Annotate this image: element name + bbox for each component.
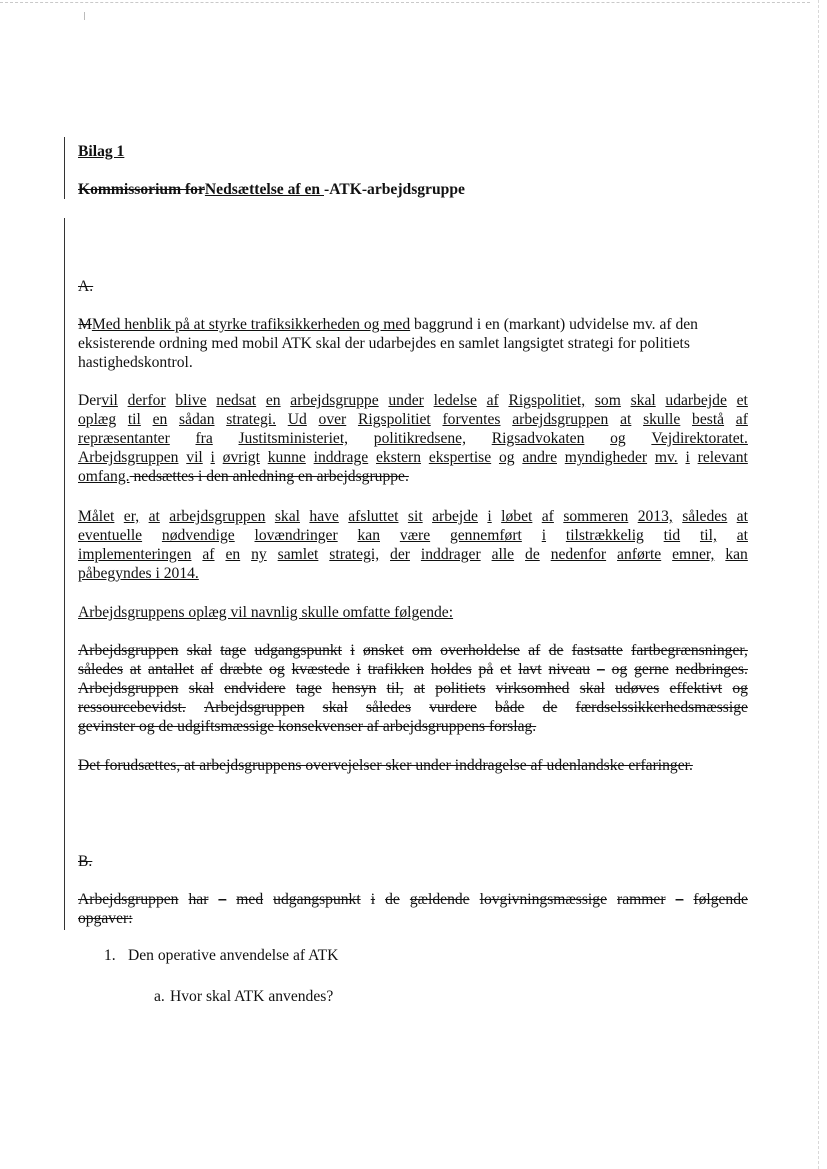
word: kunne [267,449,306,466]
word: dræbte [219,661,263,678]
word: de [525,546,540,563]
inserted-text: blive [175,392,207,409]
word: have [309,508,339,525]
word: niveau [548,661,591,678]
inserted-text: et [736,392,748,409]
word: og [732,680,748,697]
word: tage [220,642,247,659]
inserted-text: Rigspolitiet, [508,392,586,409]
title-inserted-text: Nedsættelse af en [204,181,324,198]
scan-edge-top [0,2,810,3]
paragraph-line [78,315,748,334]
section-a-heading: A. [78,278,94,295]
word: være [399,527,431,544]
list-item-marker: 1. [104,947,116,964]
word: Vejdirektoratet. [651,430,748,447]
word: repræsentanter [78,430,170,447]
paragraph-line: hastighedskontrol. [78,354,193,371]
word: Arbejdsgruppen [204,699,305,716]
word: i [356,661,361,678]
word: nødvendige [161,527,235,544]
word: og [269,661,285,678]
paragraph-line [78,679,748,698]
word: i [487,508,492,525]
word: af [735,411,748,428]
word: Rigspolitiet [357,411,431,428]
word: lavt [518,661,542,678]
word: til, [386,680,404,697]
word: af [202,546,215,563]
title-tail-text: -ATK-arbejdsgruppe [324,181,465,198]
inserted-text: en [265,392,281,409]
paragraph-deleted-experience: Det forudsættes, at arbejdsgruppens overvejelser sker under inddragelse af udenlandske erfaringer. [78,757,693,774]
word: Arbejdsgruppen [78,680,179,697]
word: er, [123,508,140,525]
word: de [385,891,400,908]
word: skal [186,642,212,659]
word: forventes [442,411,501,428]
inserted-text: ledelse [433,392,477,409]
word: og [611,661,628,678]
word: således [78,661,124,678]
word: at [736,508,748,525]
word: at [620,411,632,428]
paragraph-line [78,641,748,660]
word: i [541,527,547,544]
paragraph-line: gevinster og de udgiftsmæssige konsekvenser af arbejdsgruppens forslag. [78,718,537,735]
word: inddrage [313,449,369,466]
inserted-text: arbejdsgruppe [290,392,379,409]
paragraph-scope-intro: Arbejdsgruppens oplæg vil navnlig skulle omfatte følgende: [78,604,454,621]
word: udøves [615,680,660,697]
word: – [596,661,605,678]
word: at [129,661,142,678]
inserted-text: derfor [127,392,166,409]
word: strategi, [329,546,380,563]
paragraph-line [78,507,748,526]
paragraph-line: påbegyndes i 2014. [78,565,199,582]
word: kan [357,527,380,544]
word: andre [522,449,557,466]
word: skal [274,508,300,525]
word: ønsket [362,642,404,659]
appendix-label: Bilag 1 [78,143,125,160]
paragraph-line [78,429,748,448]
word: skal [188,680,214,697]
change-bar [64,218,65,930]
word: i [685,449,690,466]
word: afsluttet [348,508,399,525]
word: øvrigt [222,449,260,466]
document-title [78,180,748,199]
change-bar [64,137,65,199]
word: politiets [435,680,486,697]
word: kvæstede [291,661,350,678]
word: gerne [634,661,669,678]
word: relevant [697,449,748,466]
word: sit [407,508,423,525]
word: at [148,508,160,525]
word: alle [491,546,515,563]
paragraph-line [78,467,748,486]
paragraph-line [78,391,748,410]
word: en [225,546,241,563]
word: af [541,508,554,525]
word: over [318,411,347,428]
scan-edge-right [818,0,819,1169]
title-deleted-text: Kommissorium for [78,181,205,198]
word: har [188,891,209,908]
word: til, [699,527,717,544]
word: om [412,642,432,659]
word: inddrager [420,546,481,563]
word: af [200,661,213,678]
paragraph-line [78,698,748,717]
list-item-text: Den operative anvendelse af ATK [128,947,339,964]
word: de [548,642,564,659]
text-span: Der [78,392,102,409]
word: overholdelse [440,642,520,659]
section-b-heading: B. [78,853,93,870]
word: sådan [179,411,215,428]
inserted-text: omfang. [78,468,130,485]
word: eventuelle [78,527,143,544]
word: en [152,411,168,428]
inserted-text: udarbejde [665,392,727,409]
word: både [495,699,525,716]
word: bestå [692,411,725,428]
inserted-text: som [594,392,621,409]
word: Rigsadvokaten [491,430,585,447]
word: ny [251,546,267,563]
text-span: baggrund i en (markant) udvidelse mv. af den [410,316,698,333]
word: gennemført [449,527,522,544]
paragraph-line: eksisterende ordning med mobil ATK skal der udarbejdes en samlet langsigtet strategi for politiets [78,335,690,352]
paragraph-line [78,890,748,909]
word: nedenfor [550,546,607,563]
word: de [542,699,558,716]
word: udgangspunkt [273,891,361,908]
word: fastsatte [571,642,623,659]
inserted-text: Med henblik på at styrke trafiksikkerheden og med [91,316,411,333]
word: oplæg [78,411,117,428]
word: arbejde [432,508,478,525]
inserted-text: af [486,392,499,409]
paragraph-line [78,526,748,545]
word: af [528,642,541,659]
word: nedbringes. [675,661,748,678]
word: skulle [643,411,681,428]
word: anførte [617,546,662,563]
word: ressourcebevidst. [78,699,186,716]
word: færdselssikkerhedsmæssige [575,699,748,716]
word: myndigheder [564,449,648,466]
word: kan [725,546,748,563]
word: holdes [430,661,472,678]
word: udgangspunkt [254,642,343,659]
word: vurdere [429,699,477,716]
word: der [390,546,410,563]
word: antallet [148,661,194,678]
word: – [218,891,227,908]
word: og [610,430,626,447]
sublist-item-text: Hvor skal ATK anvendes? [170,988,334,1005]
word: følgende [693,891,748,908]
word: med [236,891,264,908]
word: Justitsministeriet, [238,430,349,447]
paragraph-line: opgaver: [78,910,133,927]
word: Arbejdsgruppen [78,891,179,908]
word: ekstern [375,449,422,466]
word: emner, [672,546,715,563]
word: og [498,449,515,466]
word: skal [322,699,348,716]
word: mv. [654,449,678,466]
word: – [675,891,684,908]
deleted-text: nedsættes i den anledning en arbejdsgruppe. [129,468,409,485]
word: vil [186,449,203,466]
word: endvidere [224,680,286,697]
word: lovændringer [254,527,338,544]
word: fra [195,430,213,447]
word: 2013, [637,508,673,525]
paragraph-line [78,448,748,467]
word: arbejdsgruppen [169,508,266,525]
word: Målet [78,508,115,525]
word: Arbejdsgruppen [78,449,179,466]
word: på [478,661,494,678]
word: tid [663,527,681,544]
word: Arbejdsgruppen [78,642,179,659]
sublist-item-marker: a. [154,988,165,1005]
word: gældende [409,891,470,908]
word: sommeren [563,508,629,525]
word: strategi. [226,411,277,428]
word: lovgivningsmæssige [479,891,607,908]
word: arbejdsgruppen [512,411,609,428]
word: at [736,527,748,544]
word: tage [295,680,322,697]
word: Ud [287,411,307,428]
text-span [78,391,118,410]
word: et [500,661,512,678]
inserted-text: skal [630,392,656,409]
word: således [365,699,412,716]
word: skal [579,680,605,697]
paragraph-line [78,410,748,429]
word: politikredsene, [373,430,467,447]
word: effektivt [669,680,723,697]
word: løbet [501,508,533,525]
word: således [682,508,728,525]
word: til [127,411,141,428]
inserted-text: vil [101,392,118,409]
word: i [210,449,215,466]
word: rammer [617,891,666,908]
word: i [350,642,355,659]
paragraph-line [78,660,748,679]
word: fartbegrænsninger, [631,642,748,659]
word: virksomhed [495,680,570,697]
word: implementeringen [78,546,192,563]
word: i [370,891,376,908]
inserted-text: under [388,392,424,409]
deleted-text: M [78,316,92,333]
paragraph-line [78,545,748,564]
word: samlet [277,546,319,563]
word: tilstrækkelig [565,527,644,544]
word: trafikken [367,661,425,678]
word: ekspertise [428,449,492,466]
word: hensyn [332,680,377,697]
word: at [413,680,426,697]
scan-mark [84,12,85,20]
inserted-text: nedsat [216,392,257,409]
